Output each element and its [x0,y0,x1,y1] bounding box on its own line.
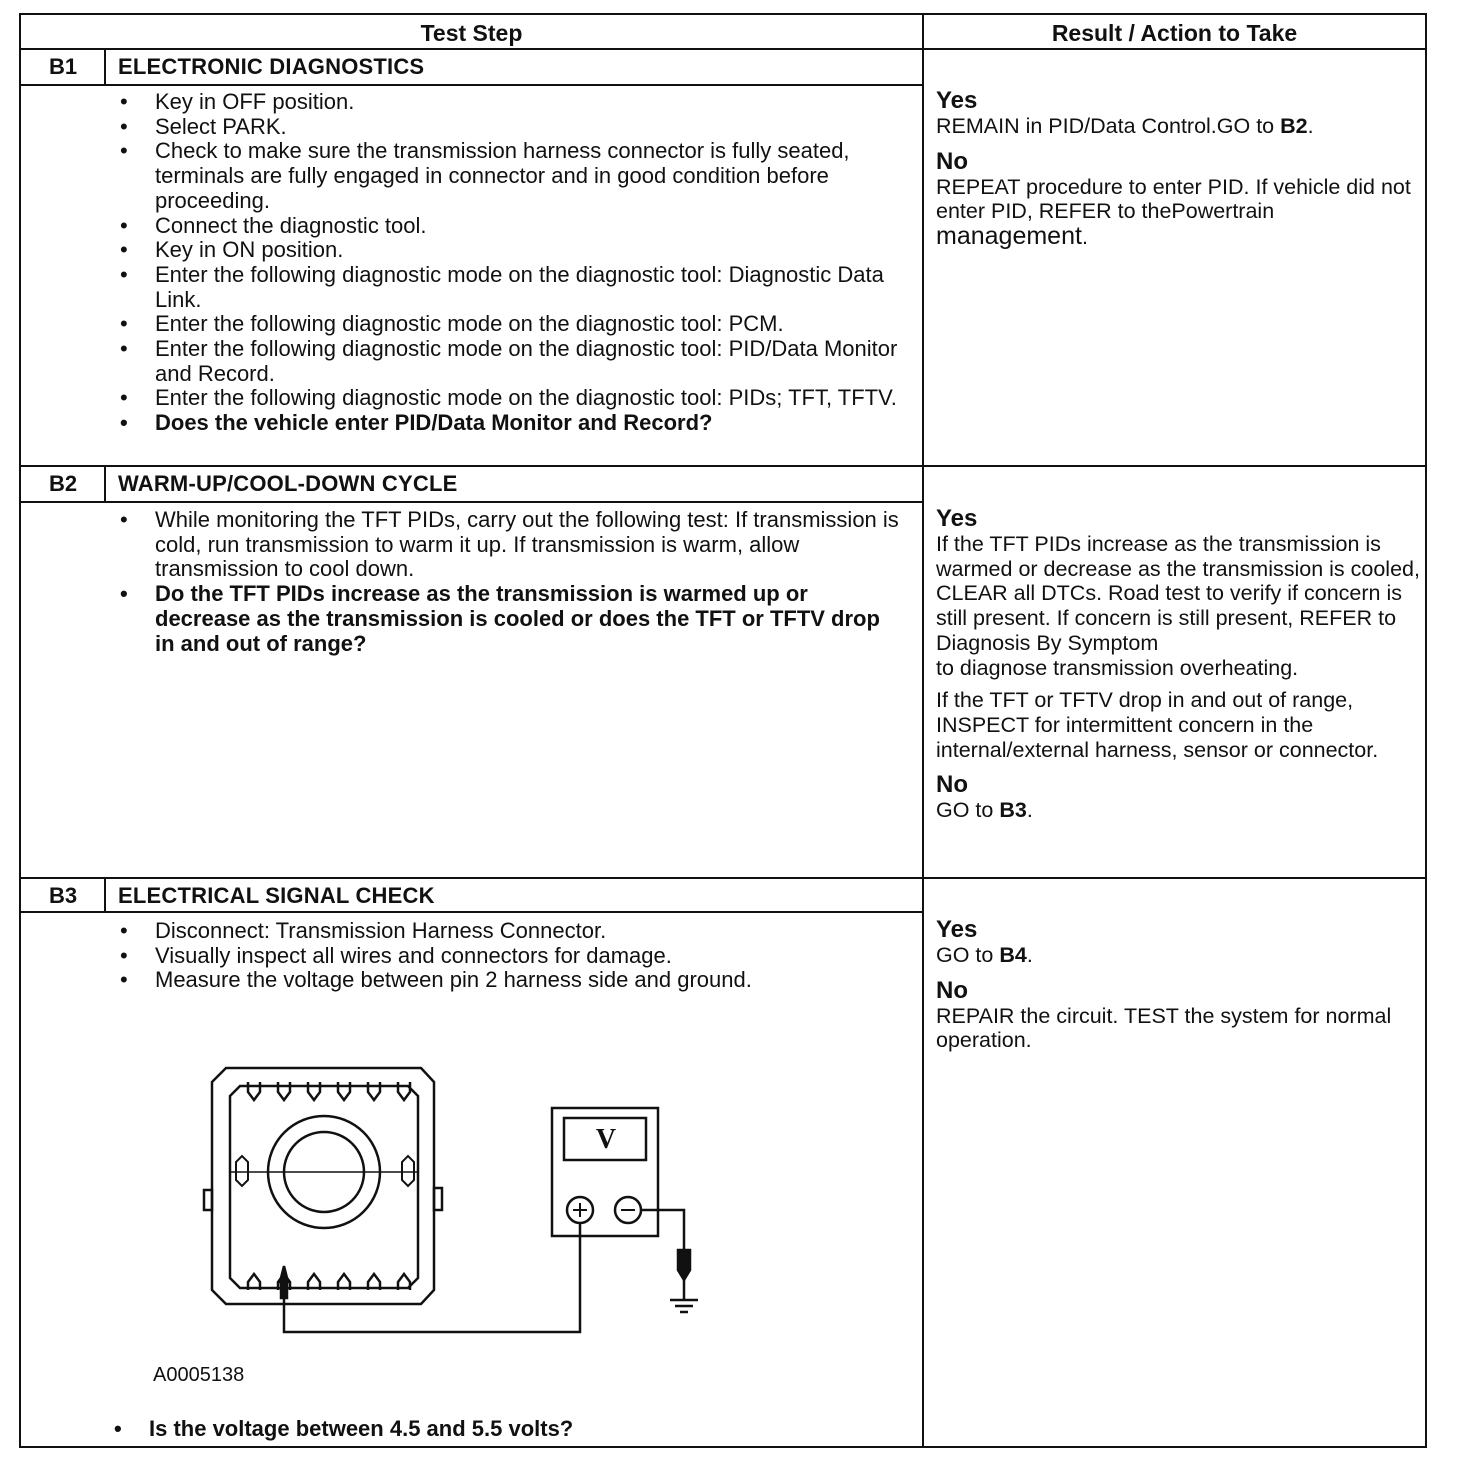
b3-instruction-list [110,919,900,993]
positive-probe [280,1266,288,1282]
latch-left [204,1190,212,1210]
connector-housing [212,1068,434,1304]
b3-no-text: REPAIR the circuit. TEST the system for normal operation. [936,1003,1392,1053]
b2-yes-text: If the TFT PIDs increase as the transmission is warmed or decrease as the transmission is cooled, CLEAR all DTCs. Road test to verify if concern is still present. If concern is still present, REFER to Diagnosis By Symptom [936,532,1420,655]
step-title-b3: ELECTRICAL SIGNAL CHECK [118,883,435,908]
row-divider-b1-b2 [19,465,1427,467]
b1-instruction-list [110,90,900,436]
b2-yes-text-2: to diagnose transmission overheating. [936,655,1299,680]
row-divider-b2-b3 [19,877,1427,879]
step-title-b1: ELECTRONIC DIAGNOSTICS [118,54,425,79]
list-item: • Enter the following diagnostic mode on the diagnostic tool: Diagnostic Data Link. [110,263,900,312]
list-item: • Measure the voltage between pin 2 harness side and ground. [110,968,900,993]
list-item: • Key in ON position. [110,238,900,263]
step-id-b3: B3 [48,883,78,908]
latch-right [434,1188,442,1210]
list-item: • Enter the following diagnostic mode on the diagnostic tool: PIDs; TFT, TFTV. [110,386,900,411]
top-terminals [248,1082,410,1100]
b2-instruction-list [110,508,900,656]
step-id-b2: B2 [48,471,78,496]
b2-title-divider [19,501,924,503]
list-item: • While monitoring the TFT PIDs, carry out the following test: If transmission is cold, run transmission to warm it up. If transmission is warm, allow transmission to cool down. [110,508,900,582]
b1-no-label: No [936,147,968,175]
b2-result [936,506,1426,823]
list-item: • Key in OFF position. [110,90,900,115]
list-item: • Connect the diagnostic tool. [110,214,900,239]
table-border-left [19,13,21,1448]
b3-result [936,917,1426,1053]
b2-yes-text-3: If the TFT or TFTV drop in and out of range, INSPECT for intermittent concern in the internal/external harness, sensor or connector. [936,688,1379,762]
b3-question: • Is the voltage between 4.5 and 5.5 volts? [104,1417,894,1442]
b2-no-label: No [936,771,968,799]
mid-terminal-left [236,1156,248,1186]
b1-result [936,88,1426,250]
list-item: • Select PARK. [110,115,900,140]
voltmeter-label: V [595,1124,617,1155]
list-item: • Disconnect: Transmission Harness Connector. [110,919,900,944]
negative-lead [641,1210,684,1250]
b1-yes-label: Yes [936,87,978,114]
b1-no-text: REPEAT procedure to enter PID. If vehicle did not enter PID, REFER to thePowertrain management. [936,174,1411,251]
ground-probe [678,1250,690,1280]
column-divider [922,13,924,1448]
table-border-top [19,13,1427,15]
mid-terminal-right [402,1156,414,1186]
figure-code: A0005138 [153,1364,245,1386]
b3-no-label: No [936,976,968,1004]
positive-probe-body [281,1282,287,1298]
b2-question: • Do the TFT PIDs increase as the transmission is warmed up or decrease as the transmission is cooled or does the TFT or TFTV drop in and out of range? [110,582,900,656]
step-id-b1: B1 [48,54,78,79]
b2-yes-label: Yes [936,505,978,532]
positive-lead [284,1222,580,1332]
list-item: • Enter the following diagnostic mode on the diagnostic tool: PID/Data Monitor and Record. [110,337,900,386]
b3-yes-label: Yes [936,916,978,943]
header-result-action: Result / Action to Take [1051,20,1298,46]
connector-voltmeter-diagram [196,1060,706,1340]
step-title-b2: WARM-UP/COOL-DOWN CYCLE [118,471,458,496]
b1-question: • Does the vehicle enter PID/Data Monitor and Record? [110,411,900,436]
header-test-step: Test Step [420,20,523,46]
b3-title-divider [19,911,924,913]
list-item: • Enter the following diagnostic mode on the diagnostic tool: PCM. [110,312,900,337]
list-item: • Visually inspect all wires and connectors for damage. [110,944,900,969]
list-item: • Check to make sure the transmission harness connector is fully seated, terminals are fully engaged in connector and in good condition before proceeding. [110,139,900,213]
b1-title-divider [19,84,924,86]
table-border-bottom [19,1446,1427,1448]
b1-yes-text: REMAIN in PID/Data Control.GO to B2. [936,114,1314,138]
b3-yes-text: GO to B4. [936,943,1033,967]
b2-no-text: GO to B3. [936,798,1033,823]
b3-question-list [104,1417,894,1442]
